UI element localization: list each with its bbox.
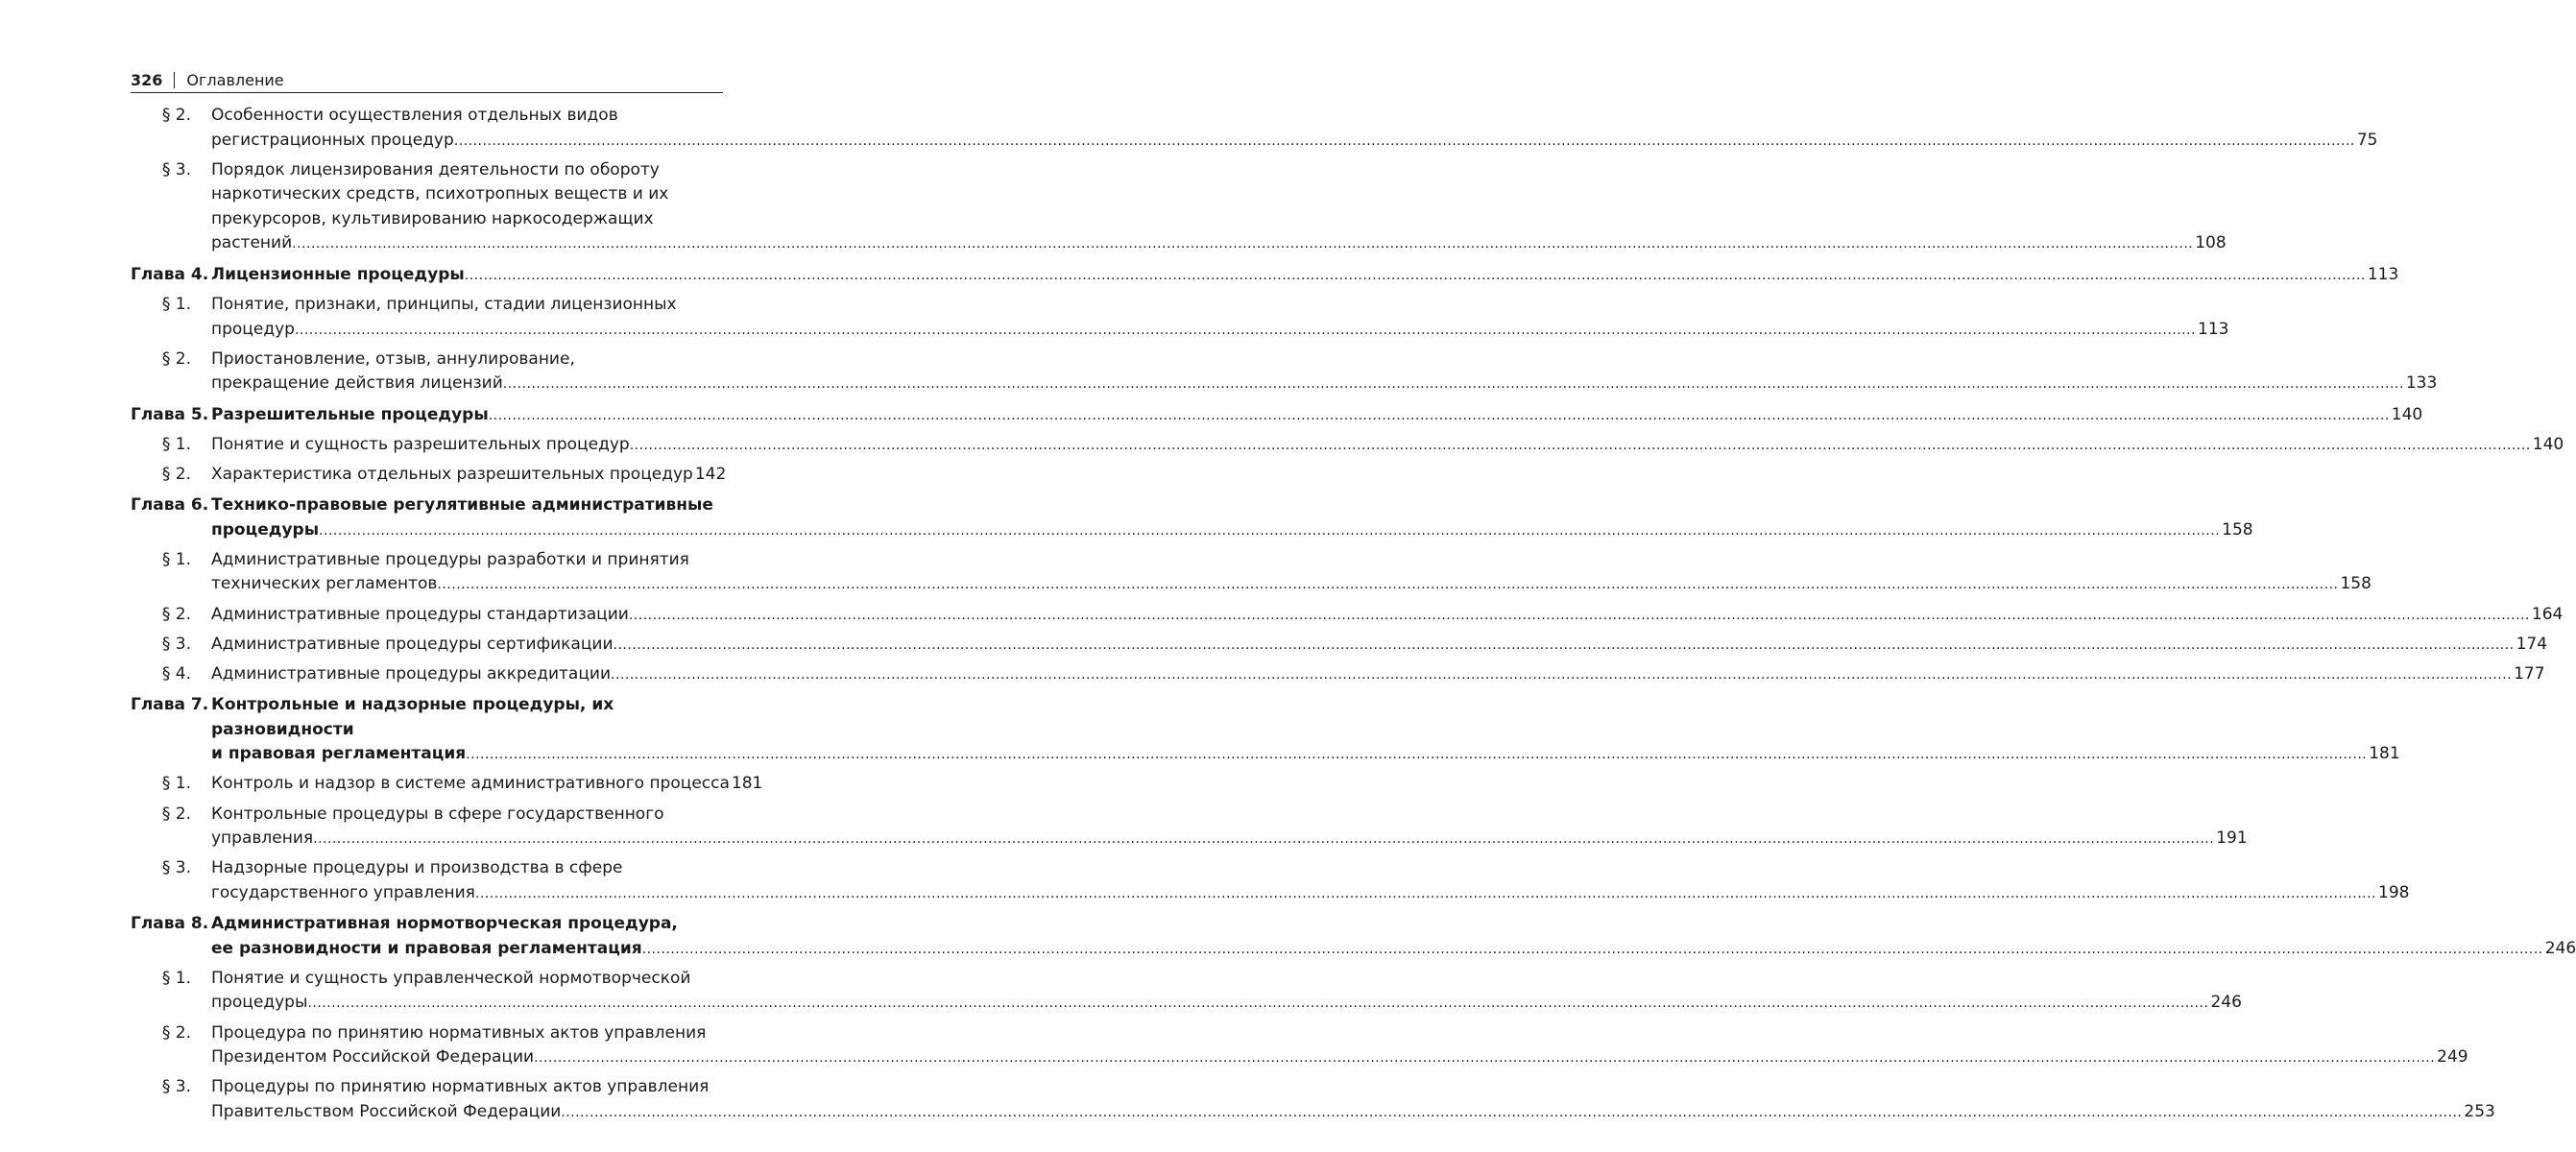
page-number: 326 — [131, 71, 163, 89]
page-ref: 140 — [2391, 404, 2423, 424]
title-line: и правовая регламентация — [211, 744, 467, 764]
title-line: Административные процедуры аккредитации — [211, 663, 612, 684]
dot-leader: ................................................................................................................................................................................................................................................................................................................................................................................................................ — [488, 407, 2390, 423]
title-line: Надзорные процедуры и производства в сфере — [211, 858, 623, 878]
title-line: регистрационных процедур — [211, 130, 454, 150]
chapter-number: Глава 6. — [131, 495, 209, 516]
title-line: Понятие, признаки, принципы, стадии лицензионных — [211, 294, 677, 314]
toc-section-entry[interactable] — [131, 433, 2564, 459]
running-title: Оглавление — [186, 71, 284, 89]
dot-leader: ................................................................................................................................................................................................................................................................................................................................................................................................................ — [294, 322, 2197, 338]
title-line: Административные процедуры стандартизации — [211, 604, 629, 624]
page-ref: 246 — [2544, 938, 2576, 958]
entry-title — [211, 1075, 2495, 1125]
title-line: Административная нормотворческая процедура, — [211, 914, 678, 934]
page-ref: 191 — [2216, 828, 2248, 849]
toc-chapter-entry[interactable] — [131, 263, 2399, 289]
page-ref: 246 — [2210, 993, 2242, 1013]
dot-leader: ................................................................................................................................................................................................................................................................................................................................................................................................................ — [629, 437, 2531, 453]
toc-chapter-entry[interactable] — [131, 403, 2423, 429]
title-line: Контрольные и надзорные процедуры, их разновидности — [211, 695, 614, 739]
section-number: § 3. — [161, 1077, 191, 1097]
page-ref: 158 — [2222, 519, 2253, 540]
entry-title — [211, 548, 2371, 598]
page-ref: 113 — [2198, 319, 2229, 339]
dot-leader: ................................................................................................................................................................................................................................................................................................................................................................................................................ — [534, 1050, 2436, 1067]
title-line: технических регламентов — [211, 574, 438, 594]
page-ref: 198 — [2378, 882, 2410, 902]
page-ref: 253 — [2464, 1101, 2495, 1121]
entry-title — [211, 463, 727, 489]
page-ref: 113 — [2367, 264, 2399, 284]
title-line: управления — [211, 828, 314, 849]
page-ref: 140 — [2532, 434, 2564, 454]
section-number: § 1. — [161, 549, 191, 569]
dot-leader: ................................................................................................................................................................................................................................................................................................................................................................................................................ — [437, 577, 2339, 593]
title-line: Административные процедуры разработки и принятия — [211, 549, 689, 569]
dot-leader: ................................................................................................................................................................................................................................................................................................................................................................................................................ — [611, 666, 2513, 683]
dot-leader: ................................................................................................................................................................................................................................................................................................................................................................................................................ — [307, 996, 2209, 1012]
title-line: ее разновидности и правовая регламентация — [211, 938, 642, 958]
dot-leader: ................................................................................................................................................................................................................................................................................................................................................................................................................ — [319, 522, 2221, 539]
page-ref: 181 — [2369, 744, 2400, 764]
title-line: прекурсоров, культивированию наркосодержащих — [211, 208, 654, 228]
entry-title — [211, 662, 2545, 688]
page-ref: 75 — [2356, 130, 2378, 150]
title-line: Технико-правовые регулятивные административные — [211, 495, 713, 516]
entry-title — [211, 967, 2242, 1017]
toc-chapter-entry[interactable] — [131, 912, 2576, 962]
toc-section-entry[interactable] — [131, 348, 2438, 397]
page-ref: 133 — [2405, 373, 2438, 394]
dot-leader: ................................................................................................................................................................................................................................................................................................................................................................................................................ — [502, 376, 2404, 393]
dot-leader: ................................................................................................................................................................................................................................................................................................................................................................................................................ — [628, 607, 2530, 623]
dot-leader: ................................................................................................................................................................................................................................................................................................................................................................................................................ — [466, 747, 2368, 763]
toc-section-entry[interactable] — [131, 1075, 2495, 1125]
title-line: Контроль и надзор в системе административного процесса — [211, 774, 730, 794]
chapter-number: Глава 4. — [131, 264, 209, 284]
entry-title — [211, 633, 2548, 659]
page-header — [131, 67, 723, 93]
section-number: § 1. — [161, 294, 191, 314]
page-ref: 177 — [2514, 663, 2545, 684]
dot-leader: ................................................................................................................................................................................................................................................................................................................................................................................................................ — [613, 636, 2515, 653]
chapter-number: Глава 7. — [131, 695, 209, 715]
dot-leader: ................................................................................................................................................................................................................................................................................................................................................................................................................ — [313, 831, 2215, 848]
title-line: процедур — [211, 319, 295, 339]
page-ref: 108 — [2195, 233, 2227, 253]
title-line: Президентом Российской Федерации — [211, 1047, 535, 1068]
title-line: Понятие и сущность управленческой нормотворческой — [211, 968, 691, 988]
toc-section-entry[interactable] — [131, 967, 2242, 1017]
title-line: процедуры — [211, 519, 320, 540]
section-number: § 3. — [161, 858, 191, 878]
title-line: Процедуры по принятию нормативных актов управления — [211, 1077, 710, 1097]
toc-section-entry[interactable] — [131, 293, 2229, 343]
title-line: Порядок лицензирования деятельности по обороту — [211, 159, 660, 180]
title-line: Лицензионные процедуры — [211, 264, 465, 284]
section-number: § 2. — [161, 348, 191, 369]
title-line: прекращение действия лицензий — [211, 373, 503, 394]
page-ref: 249 — [2437, 1047, 2468, 1068]
dot-leader: ................................................................................................................................................................................................................................................................................................................................................................................................................ — [292, 236, 2194, 252]
toc-section-entry[interactable] — [131, 603, 2564, 629]
section-number: § 3. — [161, 634, 191, 654]
section-number: § 2. — [161, 804, 191, 824]
entry-title — [211, 263, 2399, 289]
toc-chapter-entry[interactable] — [131, 493, 2253, 543]
entry-title — [211, 104, 2378, 154]
chapter-number: Глава 8. — [131, 914, 209, 934]
entry-title — [211, 912, 2576, 962]
dot-leader: ................................................................................................................................................................................................................................................................................................................................................................................................................ — [453, 132, 2355, 149]
title-line: Правительством Российской Федерации — [211, 1101, 562, 1121]
section-number: § 2. — [161, 106, 191, 125]
title-line: Разрешительные процедуры — [211, 404, 489, 424]
entry-title — [211, 293, 2229, 343]
title-line: государственного управления — [211, 882, 475, 902]
page-ref: 158 — [2340, 574, 2371, 594]
title-line: Понятие и сущность разрешительных процедур — [211, 434, 630, 454]
section-number: § 1. — [161, 774, 191, 794]
title-line: Процедура по принятию нормативных актов управления — [211, 1022, 707, 1043]
toc-section-entry[interactable] — [131, 856, 2410, 906]
header-divider — [174, 72, 175, 88]
toc-section-entry[interactable] — [131, 463, 727, 489]
entry-title — [211, 158, 2227, 257]
section-number: § 1. — [161, 434, 191, 454]
section-number: § 4. — [161, 663, 191, 684]
title-line: процедуры — [211, 993, 308, 1013]
toc-section-entry[interactable] — [131, 662, 2545, 688]
entry-title — [211, 803, 2248, 852]
entry-title — [211, 856, 2410, 906]
page-ref: 164 — [2531, 604, 2564, 624]
section-number: § 3. — [161, 159, 191, 180]
toc-section-entry[interactable] — [131, 803, 2248, 852]
section-number: § 2. — [161, 1022, 191, 1043]
title-line: Характеристика отдельных разрешительных процедур — [211, 464, 693, 484]
toc-section-entry[interactable] — [131, 104, 2378, 154]
section-number: § 2. — [161, 464, 191, 484]
title-line: растений — [211, 233, 293, 253]
entry-title — [211, 348, 2438, 397]
entry-title — [211, 403, 2423, 429]
table-of-contents — [131, 104, 2576, 1130]
dot-leader: ................................................................................................................................................................................................................................................................................................................................................................................................................ — [474, 885, 2376, 901]
dot-leader: ................................................................................................................................................................................................................................................................................................................................................................................................................ — [464, 267, 2366, 283]
section-number: § 2. — [161, 604, 191, 624]
entry-title — [211, 772, 763, 798]
chapter-number: Глава 5. — [131, 404, 209, 424]
page-ref: 174 — [2516, 634, 2548, 654]
entry-title — [211, 493, 2253, 543]
dot-leader: ................................................................................................................................................................................................................................................................................................................................................................................................................ — [641, 941, 2543, 957]
toc-section-entry[interactable] — [131, 772, 763, 798]
entry-title — [211, 433, 2564, 459]
toc-section-entry[interactable] — [131, 158, 2227, 257]
entry-title — [211, 1021, 2468, 1071]
section-number: § 1. — [161, 968, 191, 988]
title-line: Административные процедуры сертификации — [211, 634, 614, 654]
toc-section-entry[interactable] — [131, 548, 2371, 598]
title-line: наркотических средств, психотропных веществ и их — [211, 184, 669, 204]
entry-title — [211, 693, 2400, 768]
title-line: Приостановление, отзыв, аннулирование, — [211, 348, 575, 369]
toc-section-entry[interactable] — [131, 633, 2548, 659]
dot-leader: ................................................................................................................................................................................................................................................................................................................................................................................................................ — [561, 1104, 2463, 1120]
entry-title — [211, 603, 2564, 629]
toc-chapter-entry[interactable] — [131, 693, 2400, 768]
title-line: Контрольные процедуры в сфере государственного — [211, 804, 664, 824]
title-line: Особенности осуществления отдельных видов — [211, 106, 618, 125]
page-ref: 142 — [694, 464, 727, 484]
page-ref: 181 — [731, 774, 763, 794]
toc-section-entry[interactable] — [131, 1021, 2468, 1071]
